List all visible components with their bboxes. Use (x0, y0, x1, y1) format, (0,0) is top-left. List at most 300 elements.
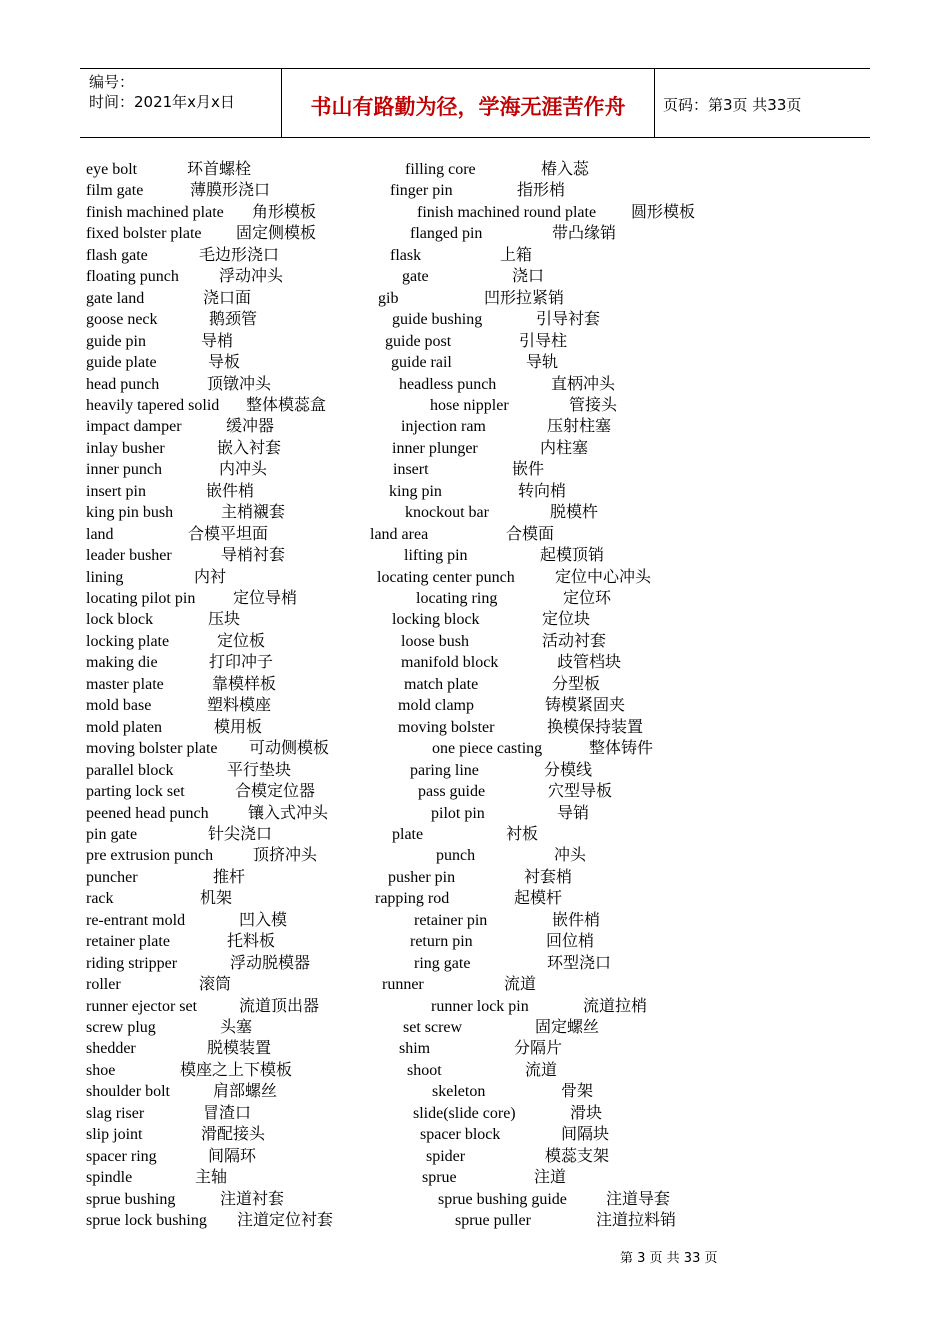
english-term: finish machined round plate (417, 204, 597, 221)
english-term: moving bolster plate (86, 740, 218, 757)
english-term: gate (402, 268, 429, 285)
english-term: runner ejector set (86, 998, 198, 1015)
chinese-term: 缓冲器 (226, 416, 275, 435)
chinese-term: 注道定位衬套 (237, 1210, 334, 1229)
chinese-term: 定位环 (563, 588, 612, 607)
english-term: runner (382, 976, 424, 993)
glossary-entry (431, 802, 590, 823)
chinese-term: 歧管档块 (557, 652, 622, 671)
english-term: inner punch (86, 461, 162, 478)
english-term: manifold block (401, 654, 499, 671)
chinese-term: 推杆 (213, 867, 246, 886)
chinese-term: 托料板 (227, 931, 276, 950)
english-term: moving bolster (398, 719, 495, 736)
glossary-entry (86, 373, 272, 394)
chinese-term: 塑料模座 (207, 695, 272, 714)
english-term: film gate (86, 182, 144, 199)
chinese-term: 合模定位器 (235, 781, 316, 800)
glossary-entry (86, 244, 280, 265)
glossary-entry (86, 287, 252, 308)
chinese-term: 镶入式冲头 (248, 803, 329, 822)
glossary-entry (389, 480, 567, 501)
glossary-entry (390, 244, 533, 265)
glossary-entry (86, 844, 318, 865)
english-term: gib (378, 290, 399, 307)
glossary-entry (86, 630, 266, 651)
glossary-entry (86, 673, 277, 694)
chinese-term: 管接头 (569, 395, 618, 414)
english-term: mold clamp (398, 697, 474, 714)
glossary-entry (86, 201, 317, 222)
glossary-entry (414, 909, 601, 930)
glossary-entry (86, 608, 241, 629)
chinese-term: 铸模紧固夹 (545, 695, 626, 714)
chinese-term: 整体铸件 (589, 738, 654, 757)
document-number-label: 编号： (89, 73, 135, 91)
chinese-term: 直柄冲头 (551, 374, 616, 393)
glossary-entry (86, 158, 252, 179)
glossary-entry (86, 1080, 278, 1101)
english-term: runner lock pin (431, 998, 529, 1015)
english-term: slide(slide core) (413, 1105, 516, 1122)
english-term: puncher (86, 869, 138, 886)
glossary-entry (422, 1166, 567, 1187)
english-term: land area (370, 526, 429, 543)
glossary-entry (86, 415, 275, 436)
glossary-entry (399, 1037, 563, 1058)
chinese-term: 流道顶出器 (239, 996, 320, 1015)
chinese-term: 衬套梢 (524, 867, 573, 886)
glossary-entry (86, 909, 288, 930)
chinese-term: 起模杆 (514, 888, 563, 907)
english-term: guide post (385, 333, 452, 350)
chinese-term: 导梢衬套 (221, 545, 286, 564)
english-term: finger pin (390, 182, 453, 199)
chinese-term: 引导衬套 (536, 309, 601, 328)
header-page-cell (655, 69, 870, 137)
glossary-entry (86, 179, 271, 200)
english-term: land (86, 526, 114, 543)
english-term: floating punch (86, 268, 179, 285)
chinese-term: 换模保持装置 (547, 717, 644, 736)
english-term: spindle (86, 1169, 133, 1186)
english-term: ring gate (414, 955, 471, 972)
chinese-term: 流道拉梢 (583, 996, 648, 1015)
english-term: spacer block (420, 1126, 501, 1143)
chinese-term: 头塞 (220, 1017, 253, 1036)
english-term: slag riser (86, 1105, 145, 1122)
glossary-entry (86, 1059, 293, 1080)
glossary-entry (86, 1166, 228, 1187)
chinese-term: 带凸缘销 (552, 223, 617, 242)
glossary-entry (377, 566, 652, 587)
chinese-term: 平行垫块 (227, 760, 292, 779)
page-footer: 第 3 页 共 33 页 (620, 1251, 718, 1266)
glossary-entry (430, 394, 618, 415)
chinese-term: 引导柱 (519, 331, 568, 350)
english-term: pin gate (86, 826, 138, 843)
glossary-entry (86, 952, 311, 973)
glossary-entry (86, 973, 232, 994)
chinese-term: 分模线 (544, 760, 593, 779)
glossary-entry (86, 308, 258, 329)
glossary-entry (86, 995, 320, 1016)
glossary-entry (86, 1209, 334, 1230)
glossary-entry (86, 351, 241, 372)
chinese-term: 转向梢 (518, 481, 567, 500)
english-term: hose nippler (430, 397, 509, 414)
glossary-entry (392, 608, 591, 629)
glossary-entry (399, 373, 616, 394)
glossary-entry (86, 1037, 272, 1058)
chinese-term: 定位板 (217, 631, 266, 650)
glossary-entry (407, 1059, 558, 1080)
english-term: sprue bushing (86, 1191, 176, 1208)
chinese-term: 主轴 (195, 1167, 228, 1186)
glossary-entry (405, 158, 590, 179)
english-term: shoe (86, 1062, 116, 1079)
chinese-term: 注道衬套 (220, 1189, 285, 1208)
chinese-term: 滚筒 (199, 974, 232, 993)
english-term: insert (393, 461, 429, 478)
chinese-term: 上箱 (500, 245, 533, 264)
chinese-term: 导轨 (526, 352, 559, 371)
glossary-entry (431, 995, 648, 1016)
glossary-entry (392, 308, 601, 329)
chinese-term: 冲头 (554, 845, 587, 864)
english-term: eye bolt (86, 161, 138, 178)
chinese-term: 定位中心冲头 (555, 567, 652, 586)
glossary-entry (438, 1188, 671, 1209)
glossary-entry (86, 265, 284, 286)
glossary-entry (382, 973, 537, 994)
chinese-term: 间隔环 (208, 1146, 257, 1165)
chinese-term: 间隔块 (561, 1124, 610, 1143)
english-term: guide plate (86, 354, 157, 371)
chinese-term: 穴型导板 (548, 781, 613, 800)
english-term: riding stripper (86, 955, 178, 972)
english-term: rack (86, 890, 114, 907)
chinese-term: 导板 (208, 352, 241, 371)
chinese-term: 圆形模板 (631, 202, 696, 221)
chinese-term: 主梢襯套 (221, 502, 286, 521)
english-term: filling core (405, 161, 476, 178)
english-term: flanged pin (410, 225, 483, 242)
chinese-term: 鹅颈管 (209, 309, 258, 328)
glossary-entry (402, 265, 545, 286)
chinese-term: 浇口 (512, 266, 545, 285)
english-term: retainer plate (86, 933, 170, 950)
english-term: screw plug (86, 1019, 156, 1036)
english-term: sprue bushing guide (438, 1191, 567, 1208)
english-term: pre extrusion punch (86, 847, 214, 864)
chinese-term: 针尖浇口 (208, 824, 273, 843)
chinese-term: 凹形拉紧销 (484, 288, 565, 307)
chinese-term: 嵌件梢 (206, 481, 255, 500)
glossary-entry (86, 694, 272, 715)
english-term: guide bushing (392, 311, 483, 328)
chinese-term: 内衬 (194, 567, 227, 586)
chinese-term: 导销 (557, 803, 590, 822)
glossary-entry (86, 566, 227, 587)
glossary-entry (86, 330, 234, 351)
chinese-term: 浇口面 (203, 288, 252, 307)
chinese-term: 嵌件梢 (552, 910, 601, 929)
english-term: head punch (86, 376, 160, 393)
chinese-term: 机架 (200, 888, 233, 907)
english-term: match plate (404, 676, 479, 693)
english-term: mold platen (86, 719, 162, 736)
glossary-entry (392, 823, 539, 844)
glossary-entry (436, 844, 587, 865)
english-term: peened head punch (86, 805, 209, 822)
glossary-entry (426, 1145, 610, 1166)
english-term: plate (392, 826, 424, 843)
chinese-term: 指形梢 (517, 180, 566, 199)
chinese-term: 整体模蕊盒 (246, 395, 327, 414)
english-term: pilot pin (431, 805, 485, 822)
english-term: locating pilot pin (86, 590, 196, 607)
glossary-entry (420, 1123, 610, 1144)
glossary-entry (413, 1102, 603, 1123)
glossary-entry (432, 737, 654, 758)
chinese-term: 打印冲子 (209, 652, 274, 671)
english-term: flash gate (86, 247, 148, 264)
glossary-entry (86, 544, 286, 565)
glossary-entry (86, 823, 273, 844)
glossary-entry (86, 222, 317, 243)
glossary-entry (86, 1145, 257, 1166)
chinese-term: 凹入模 (239, 910, 288, 929)
glossary-entry (86, 780, 316, 801)
glossary-entry (398, 694, 626, 715)
english-term: headless punch (399, 376, 497, 393)
english-term: gate land (86, 290, 145, 307)
english-term: knockout bar (405, 504, 489, 521)
glossary-entry (370, 523, 555, 544)
glossary-entry (86, 651, 274, 672)
english-term: parting lock set (86, 783, 185, 800)
chinese-term: 回位梢 (546, 931, 595, 950)
glossary-entry (86, 887, 233, 908)
chinese-term: 角形模板 (252, 202, 317, 221)
glossary-entry (375, 887, 563, 908)
glossary-entry (86, 458, 268, 479)
chinese-term: 环首螺栓 (187, 159, 252, 178)
glossary-entry (86, 394, 327, 415)
english-term: spacer ring (86, 1148, 157, 1165)
chinese-term: 模蕊支架 (545, 1146, 610, 1165)
english-term: lining (86, 569, 124, 586)
glossary-entry (398, 716, 644, 737)
english-term: parallel block (86, 762, 174, 779)
chinese-term: 流道 (525, 1060, 558, 1079)
document-date: 时间：2021年x月x日 (89, 93, 235, 111)
english-term: spider (426, 1148, 466, 1165)
glossary-entry (410, 759, 593, 780)
chinese-term: 嵌件 (512, 459, 545, 478)
english-term: inner plunger (392, 440, 478, 457)
english-term: return pin (410, 933, 473, 950)
chinese-term: 注道 (534, 1167, 567, 1186)
glossary-entry (86, 480, 255, 501)
english-term: locking plate (86, 633, 170, 650)
glossary-entry (86, 1016, 253, 1037)
glossary-entry (401, 415, 612, 436)
english-term: guide rail (391, 354, 452, 371)
glossary-entry (404, 673, 601, 694)
glossary-entry (86, 802, 329, 823)
chinese-term: 分隔片 (514, 1038, 563, 1057)
english-term: injection ram (401, 418, 486, 435)
english-term: master plate (86, 676, 164, 693)
chinese-term: 脱模装置 (207, 1038, 272, 1057)
english-term: roller (86, 976, 121, 993)
english-term: locking block (392, 611, 480, 628)
chinese-term: 注道导套 (606, 1189, 671, 1208)
english-term: loose bush (401, 633, 469, 650)
glossary-entry (86, 866, 246, 887)
chinese-term: 内冲头 (219, 459, 268, 478)
chinese-term: 合模面 (506, 524, 555, 543)
glossary-entry (401, 630, 607, 651)
chinese-term: 压块 (208, 609, 241, 628)
chinese-term: 椿入蕊 (541, 159, 590, 178)
english-term: paring line (410, 762, 479, 779)
english-term: insert pin (86, 483, 146, 500)
glossary-entry (86, 759, 292, 780)
glossary-entry (378, 287, 565, 308)
glossary-entry (86, 737, 330, 758)
english-term: slip joint (86, 1126, 143, 1143)
glossary-entry (86, 1102, 252, 1123)
english-term: inlay busher (86, 440, 165, 457)
english-term: shim (399, 1040, 431, 1057)
glossary-entry (401, 651, 622, 672)
chinese-term: 衬板 (506, 824, 539, 843)
glossary-entry (86, 1188, 285, 1209)
glossary-entry (86, 716, 263, 737)
glossary-entry (391, 351, 559, 372)
chinese-term: 浮动脱模器 (230, 953, 311, 972)
english-term: sprue puller (455, 1212, 531, 1229)
english-term: fixed bolster plate (86, 225, 202, 242)
english-term: pass guide (418, 783, 486, 800)
english-term: locating center punch (377, 569, 515, 586)
english-term: sprue (422, 1169, 457, 1186)
glossary-entry (392, 437, 589, 458)
chinese-term: 可动侧模板 (249, 738, 330, 757)
english-term: king pin bush (86, 504, 174, 521)
glossary-entry (86, 587, 298, 608)
glossary-entry (86, 437, 282, 458)
glossary-entry (86, 930, 276, 951)
english-term: leader busher (86, 547, 172, 564)
english-term: mold base (86, 697, 152, 714)
english-term: king pin (389, 483, 442, 500)
chinese-term: 注道拉料销 (596, 1210, 677, 1229)
english-term: set screw (403, 1019, 463, 1036)
chinese-term: 起模顶销 (540, 545, 605, 564)
chinese-term: 嵌入衬套 (217, 438, 282, 457)
motto-text: 书山有路勤为径，学海无涯苦作舟 (310, 95, 626, 119)
glossary-entry (86, 1123, 266, 1144)
english-term: shoulder bolt (86, 1083, 170, 1100)
glossary-entry (416, 587, 612, 608)
chinese-term: 内柱塞 (540, 438, 589, 457)
english-term: lock block (86, 611, 154, 628)
header-motto-cell (282, 69, 655, 137)
english-term: flask (390, 247, 422, 264)
glossary-entry (388, 866, 573, 887)
english-term: shedder (86, 1040, 136, 1057)
english-term: locating ring (416, 590, 498, 607)
glossary-entry (404, 544, 605, 565)
glossary-entry (417, 201, 696, 222)
chinese-term: 定位导梢 (233, 588, 298, 607)
english-term: finish machined plate (86, 204, 224, 221)
chinese-term: 固定侧模板 (236, 223, 317, 242)
chinese-term: 顶镦冲头 (207, 374, 272, 393)
english-term: punch (436, 847, 476, 864)
header-meta-cell (80, 69, 282, 137)
chinese-term: 肩部螺丝 (213, 1081, 278, 1100)
glossary-entry (414, 952, 612, 973)
chinese-term: 活动衬套 (542, 631, 607, 650)
glossary-entry (410, 930, 595, 951)
chinese-term: 定位块 (542, 609, 591, 628)
chinese-term: 导梢 (201, 331, 234, 350)
chinese-term: 薄膜形浇口 (190, 180, 271, 199)
chinese-term: 滑块 (570, 1103, 603, 1122)
english-term: pusher pin (388, 869, 456, 886)
glossary-entry (405, 501, 599, 522)
page-code: 页码：第3页 共33页 (663, 96, 802, 114)
english-term: one piece casting (432, 740, 543, 757)
chinese-term: 骨架 (561, 1081, 594, 1100)
glossary-entry (390, 179, 566, 200)
chinese-term: 浮动冲头 (219, 266, 284, 285)
glossary-entry (455, 1209, 677, 1230)
english-term: lifting pin (404, 547, 468, 564)
chinese-term: 毛边形浇口 (199, 245, 280, 264)
english-term: making die (86, 654, 158, 671)
chinese-term: 脱模杵 (550, 502, 599, 521)
english-term: shoot (407, 1062, 442, 1079)
english-term: rapping rod (375, 890, 450, 907)
english-term: skeleton (432, 1083, 486, 1100)
english-term: retainer pin (414, 912, 488, 929)
english-term: goose neck (86, 311, 158, 328)
glossary-entry (86, 501, 286, 522)
glossary-entry (410, 222, 617, 243)
chinese-term: 靠模样板 (212, 674, 277, 693)
document-header (80, 68, 870, 138)
chinese-term: 环型浇口 (547, 953, 612, 972)
chinese-term: 合模平坦面 (188, 524, 269, 543)
glossary-entry (432, 1080, 594, 1101)
chinese-term: 模用板 (214, 717, 263, 736)
chinese-term: 压射柱塞 (547, 416, 612, 435)
chinese-term: 分型板 (552, 674, 601, 693)
glossary-entry (393, 458, 545, 479)
english-term: re-entrant mold (86, 912, 186, 929)
chinese-term: 流道 (504, 974, 537, 993)
english-term: guide pin (86, 333, 146, 350)
chinese-term: 滑配接头 (201, 1124, 266, 1143)
glossary-entry (86, 523, 269, 544)
english-term: impact damper (86, 418, 182, 435)
